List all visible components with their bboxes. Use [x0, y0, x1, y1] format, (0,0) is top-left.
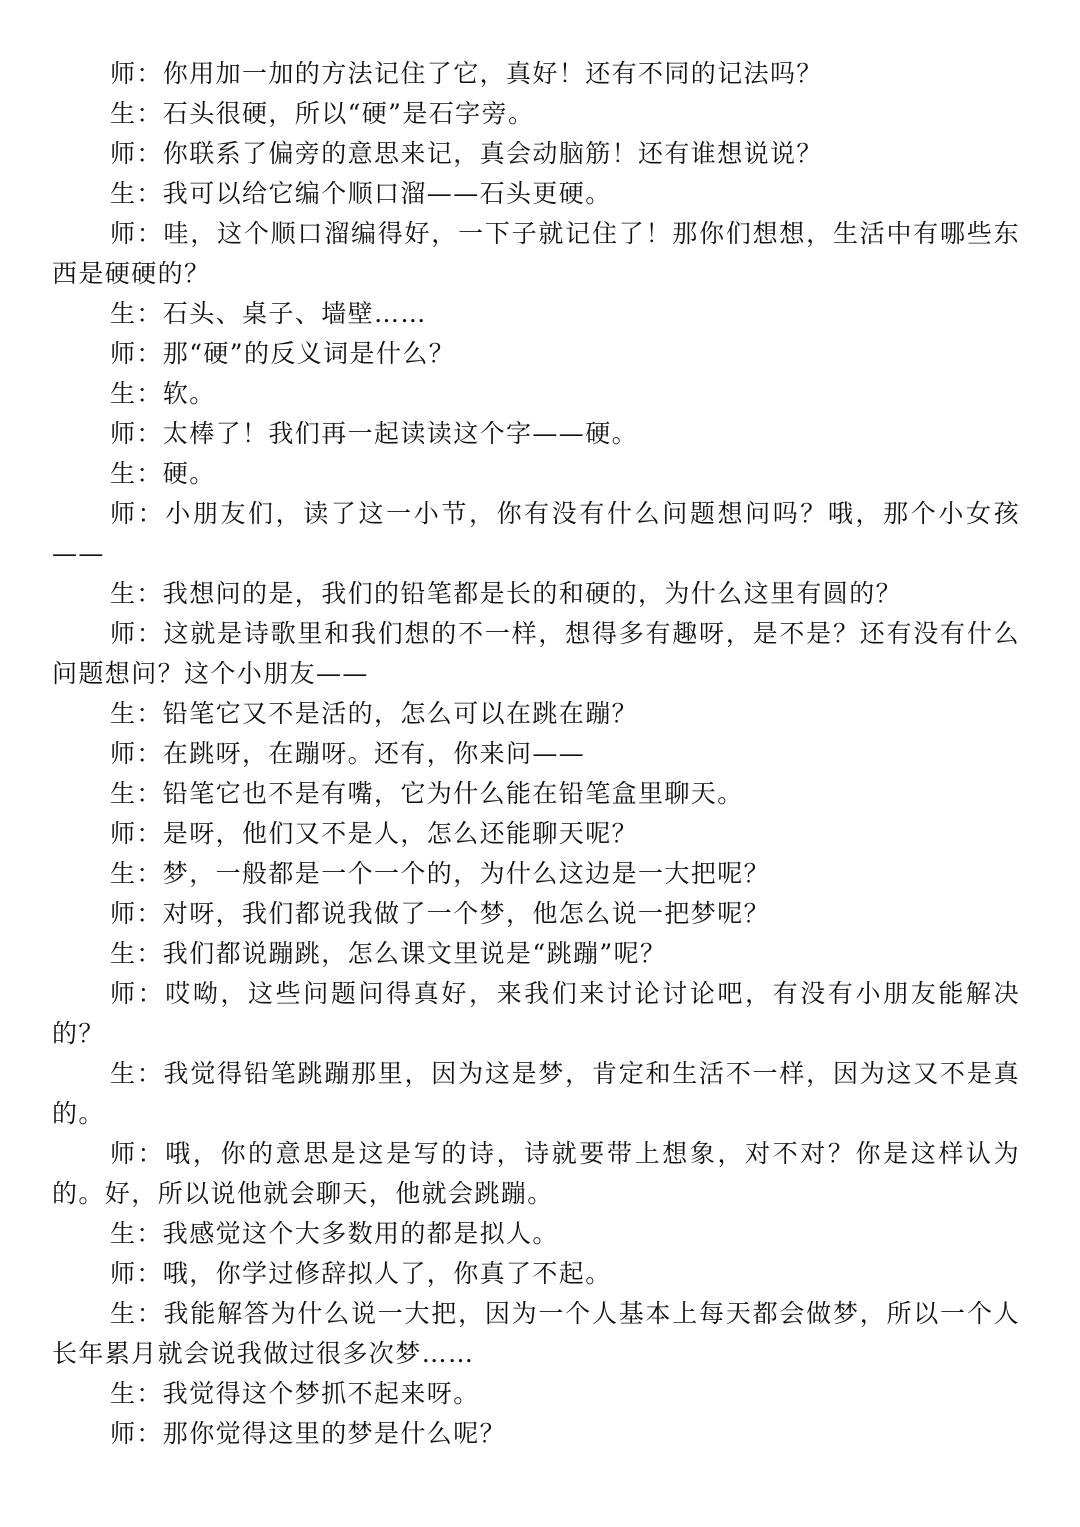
classroom-transcript — [52, 54, 1020, 1454]
dialogue-line: 师：哇，这个顺口溜编得好，一下子就记住了！那你们想想，生活中有哪些东西是硬硬的？ — [52, 219, 1020, 288]
dialogue-line: 生：我可以给它编个顺口溜——石头更硬。 — [110, 179, 612, 208]
dialogue-line: 生：梦，一般都是一个一个的，为什么这边是一大把呢？ — [110, 859, 771, 888]
dialogue-line: 师：在跳呀，在蹦呀。还有，你来问—— — [110, 739, 586, 768]
dialogue-line: 生：石头、桌子、墙壁…… — [110, 299, 427, 328]
dialogue-line: 生：硬。 — [110, 459, 216, 488]
dialogue-line: 师：你联系了偏旁的意思来记，真会动脑筋！还有谁想说说？ — [110, 139, 823, 168]
dialogue-line: 师：那“硬”的反义词是什么？ — [110, 339, 456, 368]
dialogue-line: 生：我想问的是，我们的铅笔都是长的和硬的，为什么这里有圆的？ — [110, 579, 903, 608]
dialogue-line: 生：软。 — [110, 379, 216, 408]
dialogue-line: 生：我觉得铅笔跳蹦那里，因为这是梦，肯定和生活不一样，因为这又不是真的。 — [52, 1059, 1020, 1128]
dialogue-line: 生：石头很硬，所以“硬”是石字旁。 — [110, 99, 535, 128]
dialogue-line: 生：铅笔它又不是活的，怎么可以在跳在蹦？ — [110, 699, 639, 728]
dialogue-line: 师：小朋友们，读了这一小节，你有没有什么问题想问吗？哦，那个小女孩—— — [52, 499, 1020, 568]
dialogue-line: 师：那你觉得这里的梦是什么呢？ — [110, 1419, 507, 1448]
dialogue-line: 师：你用加一加的方法记住了它，真好！还有不同的记法吗？ — [110, 59, 823, 88]
dialogue-line: 师：是呀，他们又不是人，怎么还能聊天呢？ — [110, 819, 639, 848]
dialogue-line: 师：太棒了！我们再一起读读这个字——硬。 — [110, 419, 639, 448]
dialogue-line: 师：哦，你学过修辞拟人了，你真了不起。 — [110, 1259, 612, 1288]
dialogue-line: 生：我能解答为什么说一大把，因为一个人基本上每天都会做梦，所以一个人长年累月就会说我做过很多次梦…… — [52, 1299, 1020, 1368]
dialogue-line: 生：我觉得这个梦抓不起来呀。 — [110, 1379, 480, 1408]
dialogue-line: 生：铅笔它也不是有嘴，它为什么能在铅笔盒里聊天。 — [110, 779, 744, 808]
dialogue-line: 师：哎呦，这些问题问得真好，来我们来讨论讨论吧，有没有小朋友能解决的？ — [52, 979, 1020, 1048]
dialogue-line: 生：我们都说蹦跳，怎么课文里说是“跳蹦”呢？ — [110, 939, 667, 968]
dialogue-line: 师：这就是诗歌里和我们想的不一样，想得多有趣呀，是不是？还有没有什么问题想问？这个小朋友—— — [52, 619, 1020, 688]
dialogue-line: 师：哦，你的意思是这是写的诗，诗就要带上想象，对不对？你是这样认为的。好，所以说他就会聊天，他就会跳蹦。 — [52, 1139, 1020, 1208]
dialogue-line: 师：对呀，我们都说我做了一个梦，他怎么说一把梦呢？ — [110, 899, 771, 928]
dialogue-line: 生：我感觉这个大多数用的都是拟人。 — [110, 1219, 559, 1248]
